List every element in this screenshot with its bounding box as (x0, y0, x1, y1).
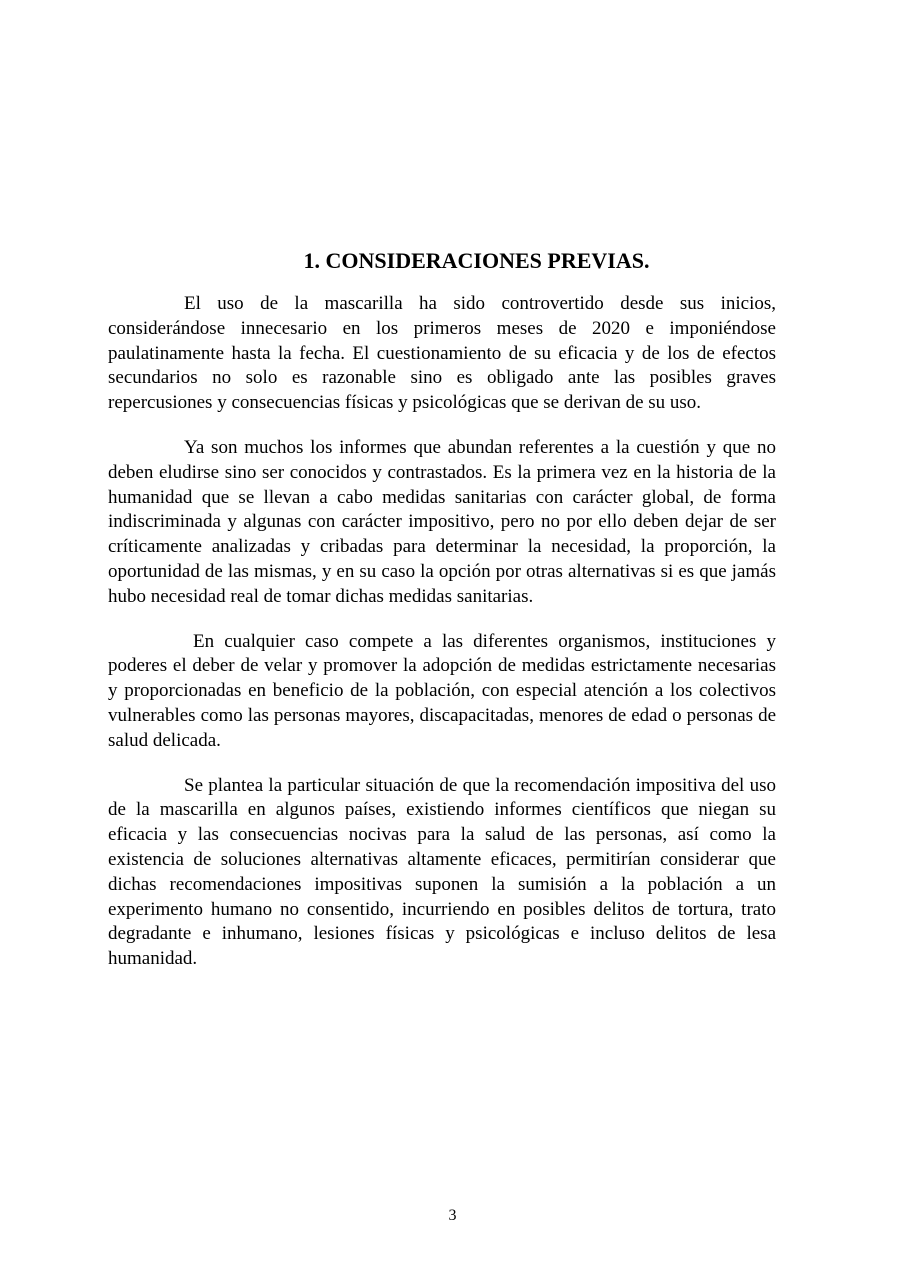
paragraph-4: Se plantea la particular situación de que la recomendación impositiva del uso de la mascarilla en algunos países, existiendo informes científicos que niegan su eficacia y las consecuencias nocivas para la salud de las personas, así como la existencia de soluciones alternativas altamente eficaces, permitirían considerar que dichas recomendaciones impositivas suponen la sumisión a la población a un experimento humano no consentido, incurriendo en posibles delitos de tortura, trato degradante e inhumano, lesiones físicas y psicológicas e incluso delitos de lesa humanidad. (108, 774, 776, 970)
paragraph-3: En cualquier caso compete a las diferentes organismos, instituciones y poderes el deber de velar y promover la adopción de medidas estrictamente necesarias y proporcionadas en beneficio de la población, con especial atención a los colectivos vulnerables como las personas mayores, discapacitadas, menores de edad o personas de salud delicada. (108, 630, 776, 751)
section-heading: 1. CONSIDERACIONES PREVIAS. (303, 248, 650, 273)
page-number: 3 (448, 1207, 457, 1224)
paragraph-2: Ya son muchos los informes que abundan referentes a la cuestión y que no deben eludirse sino ser conocidos y contrastados. Es la primera vez en la historia de la humanidad que se llevan a cabo medidas sanitarias con carácter global, de forma indiscriminada y algunas con carácter impositivo, pero no por ello deben dejar de ser críticamente analizadas y cribadas para determinar la necesidad, la proporción, la oportunidad de las mismas, y en su caso la opción por otras alternativas si es que jamás hubo necesidad real de tomar dichas medidas sanitarias. (108, 436, 776, 607)
paragraph-1: El uso de la mascarilla ha sido controvertido desde sus inicios, considerándose innecesario en los primeros meses de 2020 e imponiéndose paulatinamente hasta la fecha. El cuestionamiento de su eficacia y de los de efectos secundarios no solo es razonable sino es obligado ante las posibles graves repercusiones y consecuencias físicas y psicológicas que se derivan de su uso. (108, 293, 776, 414)
body-text (108, 292, 776, 992)
